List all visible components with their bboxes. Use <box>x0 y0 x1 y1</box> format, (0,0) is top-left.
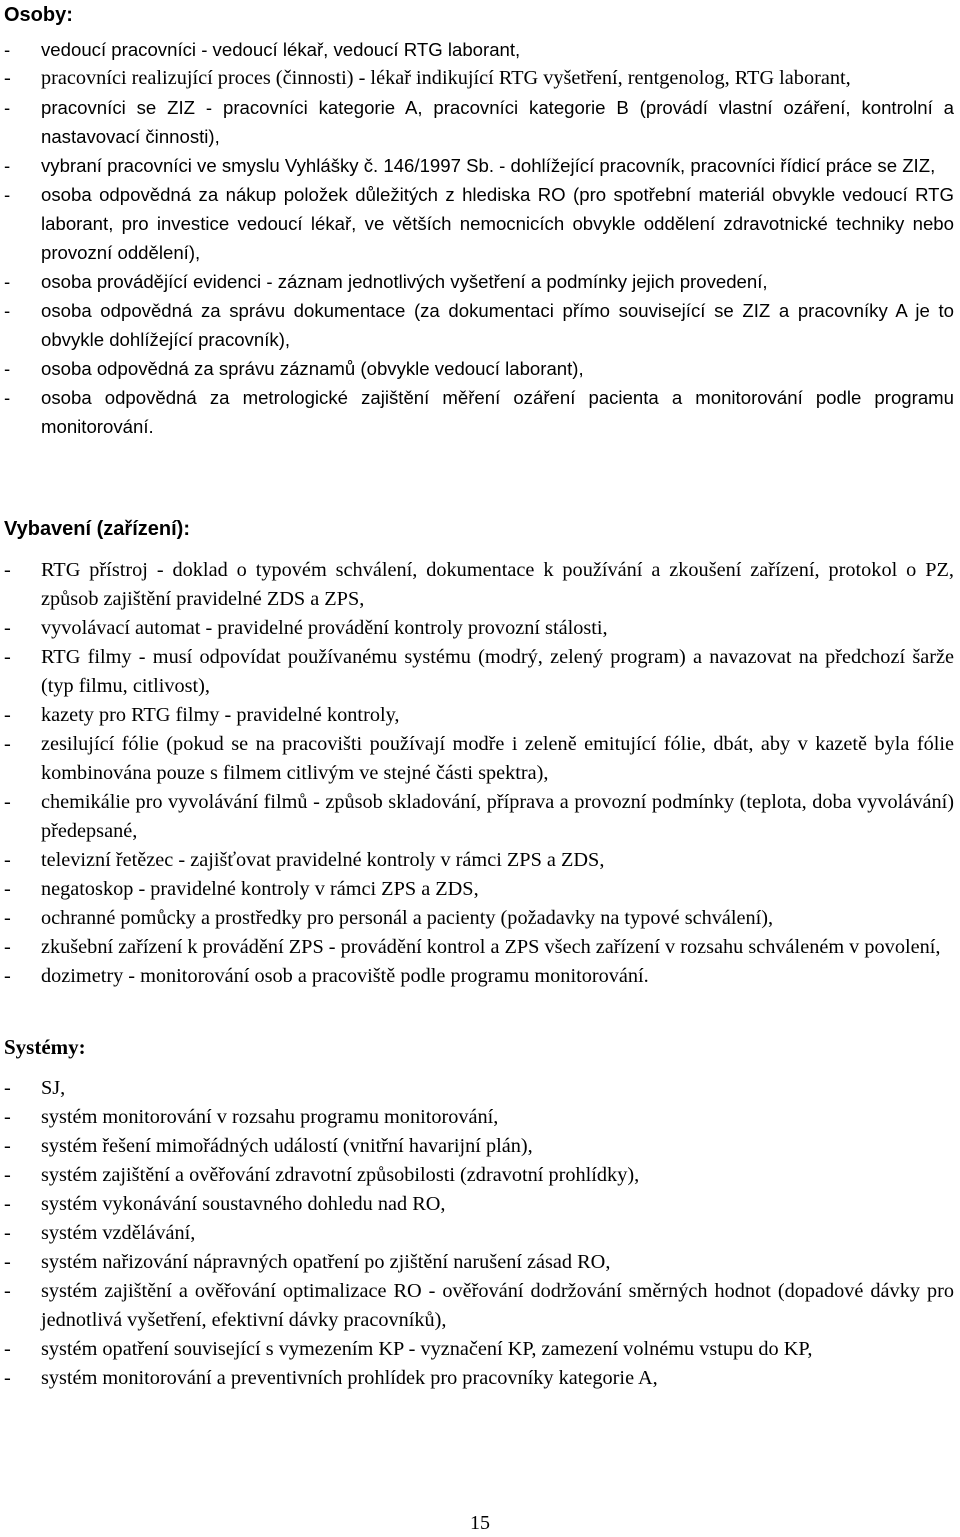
list-item-text: systém řešení mimořádných událostí (vnitřní havarijní plán), <box>41 1135 533 1157</box>
list-item <box>4 1335 954 1364</box>
list-item-text: systém vzdělávání, <box>41 1222 196 1244</box>
list-item-text: osoba provádějící evidenci - záznam jednotlivých vyšetření a podmínky jejich provedení, <box>41 271 768 292</box>
list-item <box>4 1190 954 1219</box>
list-item <box>4 701 954 730</box>
bullet-dash: - <box>4 704 11 726</box>
list-item-text: pracovníci realizující proces (činnosti) - lékař indikující RTG vyšetření, rentgenolog, RTG laborant, <box>41 67 851 89</box>
bullet-dash: - <box>4 965 11 987</box>
list-item <box>4 1103 954 1132</box>
list-item-text: pracovníci se ZIZ - pracovníci kategorie A, pracovníci kategorie B (provádí vlastní ozáření, kontrolní a nastavovací činnosti), <box>41 97 954 147</box>
bullet-dash: - <box>4 1338 11 1360</box>
bullet-dash: - <box>4 39 11 60</box>
heading-osoby: Osoby: <box>4 4 73 26</box>
list-item-text: vedoucí pracovníci - vedoucí lékař, vedoucí RTG laborant, <box>41 39 521 60</box>
list-item <box>4 962 954 991</box>
list-item <box>4 1161 954 1190</box>
list-item <box>4 788 954 846</box>
list-item <box>4 846 954 875</box>
bullet-dash: - <box>4 387 11 408</box>
list-item-text: osoba odpovědná za metrologické zajištění měření ozáření pacienta a monitorování podle programu monitorování. <box>41 387 954 437</box>
bullet-dash: - <box>4 733 11 755</box>
bullet-dash: - <box>4 1367 11 1389</box>
list-item <box>4 1248 954 1277</box>
bullet-dash: - <box>4 358 11 379</box>
list-item-text: dozimetry - monitorování osob a pracoviště podle programu monitorování. <box>41 965 649 987</box>
bullet-dash: - <box>4 559 11 581</box>
bullet-dash: - <box>4 155 11 176</box>
list-item <box>4 354 954 383</box>
bullet-dash: - <box>4 617 11 639</box>
list-osoby <box>4 35 954 441</box>
heading-systemy: Systémy: <box>4 1035 86 1059</box>
list-item-text: systém nařizování nápravných opatření po zjištění narušení zásad RO, <box>41 1251 611 1273</box>
list-item-text: vyvolávací automat - pravidelné provádění kontroly provozní stálosti, <box>41 617 608 639</box>
list-item <box>4 93 954 151</box>
bullet-dash: - <box>4 936 11 958</box>
bullet-dash: - <box>4 1251 11 1273</box>
bullet-dash: - <box>4 1077 11 1099</box>
bullet-dash: - <box>4 97 11 118</box>
list-item <box>4 730 954 788</box>
list-item-text: vybraní pracovníci ve smyslu Vyhlášky č. 146/1997 Sb. - dohlížející pracovník, pracovníci řídicí práce se ZIZ, <box>41 155 936 176</box>
list-item <box>4 1219 954 1248</box>
list-item <box>4 383 954 441</box>
heading-vybaveni: Vybavení (zařízení): <box>4 518 190 540</box>
list-item <box>4 643 954 701</box>
bullet-dash: - <box>4 1222 11 1244</box>
list-item <box>4 556 954 614</box>
list-item <box>4 267 954 296</box>
bullet-dash: - <box>4 849 11 871</box>
bullet-dash: - <box>4 1280 11 1302</box>
bullet-dash: - <box>4 1135 11 1157</box>
list-item <box>4 875 954 904</box>
list-item-text: osoba odpovědná za správu dokumentace (za dokumentaci přímo související se ZIZ a pracovníky A je to obvykle dohlížející pracovník), <box>41 300 954 350</box>
list-item <box>4 64 954 93</box>
list-item-text: zesilující fólie (pokud se na pracovišti používají modře i zeleně emitující fólie, dbát, aby v kazetě byla fólie kombinována pouze s filmem citlivým ve stejné části spektra), <box>41 733 954 784</box>
list-item-text: zkušební zařízení k provádění ZPS - provádění kontrol a ZPS všech zařízení v rozsahu schváleném v povolení, <box>41 936 941 958</box>
list-item <box>4 1277 954 1335</box>
list-item <box>4 904 954 933</box>
bullet-dash: - <box>4 184 11 205</box>
list-item <box>4 151 954 180</box>
list-item-text: systém opatření související s vymezením KP - vyznačení KP, zamezení volnému vstupu do KP, <box>41 1338 813 1360</box>
list-item <box>4 1074 954 1103</box>
list-item-text: ochranné pomůcky a prostředky pro personál a pacienty (požadavky na typové schválení), <box>41 907 774 929</box>
list-systemy <box>4 1074 954 1393</box>
list-item <box>4 1364 954 1393</box>
list-item <box>4 296 954 354</box>
list-item-text: systém zajištění a ověřování optimalizace RO - ověřování dodržování směrných hodnot (dopadové dávky pro jednotlivá vyšetření, efektivní dávky pracovníků), <box>41 1280 954 1331</box>
bullet-dash: - <box>4 1106 11 1128</box>
list-item-text: SJ, <box>41 1077 66 1099</box>
list-item <box>4 180 954 267</box>
bullet-dash: - <box>4 300 11 321</box>
list-item-text: systém monitorování a preventivních prohlídek pro pracovníky kategorie A, <box>41 1367 658 1389</box>
list-item-text: negatoskop - pravidelné kontroly v rámci ZPS a ZDS, <box>41 878 479 900</box>
list-item-text: systém vykonávání soustavného dohledu nad RO, <box>41 1193 446 1215</box>
bullet-dash: - <box>4 1193 11 1215</box>
list-item-text: RTG filmy - musí odpovídat používanému systému (modrý, zelený program) a navazovat na předchozí šarže (typ filmu, citlivost), <box>41 646 954 697</box>
bullet-dash: - <box>4 271 11 292</box>
page-number: 15 <box>470 1512 490 1534</box>
list-item <box>4 1132 954 1161</box>
bullet-dash: - <box>4 67 11 89</box>
list-item-text: kazety pro RTG filmy - pravidelné kontroly, <box>41 704 400 726</box>
list-item-text: osoba odpovědná za správu záznamů (obvykle vedoucí laborant), <box>41 358 584 379</box>
list-item-text: televizní řetězec - zajišťovat pravidelné kontroly v rámci ZPS a ZDS, <box>41 849 605 871</box>
list-item-text: systém monitorování v rozsahu programu monitorování, <box>41 1106 499 1128</box>
bullet-dash: - <box>4 1164 11 1186</box>
list-item-text: chemikálie pro vyvolávání filmů - způsob skladování, příprava a provozní podmínky (teplota, doba vyvolávání) předepsané, <box>41 791 954 842</box>
list-vybaveni <box>4 556 954 991</box>
bullet-dash: - <box>4 878 11 900</box>
bullet-dash: - <box>4 646 11 668</box>
bullet-dash: - <box>4 791 11 813</box>
bullet-dash: - <box>4 907 11 929</box>
list-item <box>4 933 954 962</box>
list-item-text: RTG přístroj - doklad o typovém schválení, dokumentace k používání a zkoušení zařízení, protokol o PZ, způsob zajištění pravidelné ZDS a ZPS, <box>41 559 954 610</box>
list-item-text: osoba odpovědná za nákup položek důležitých z hlediska RO (pro spotřební materiál obvykle vedoucí RTG laborant, pro investice vedoucí lékař, ve větších nemocnicích obvykle oddělení zdravotnické techniky nebo provozní oddělení), <box>41 184 954 263</box>
list-item <box>4 614 954 643</box>
list-item-text: systém zajištění a ověřování zdravotní způsobilosti (zdravotní prohlídky), <box>41 1164 640 1186</box>
list-item <box>4 35 954 64</box>
